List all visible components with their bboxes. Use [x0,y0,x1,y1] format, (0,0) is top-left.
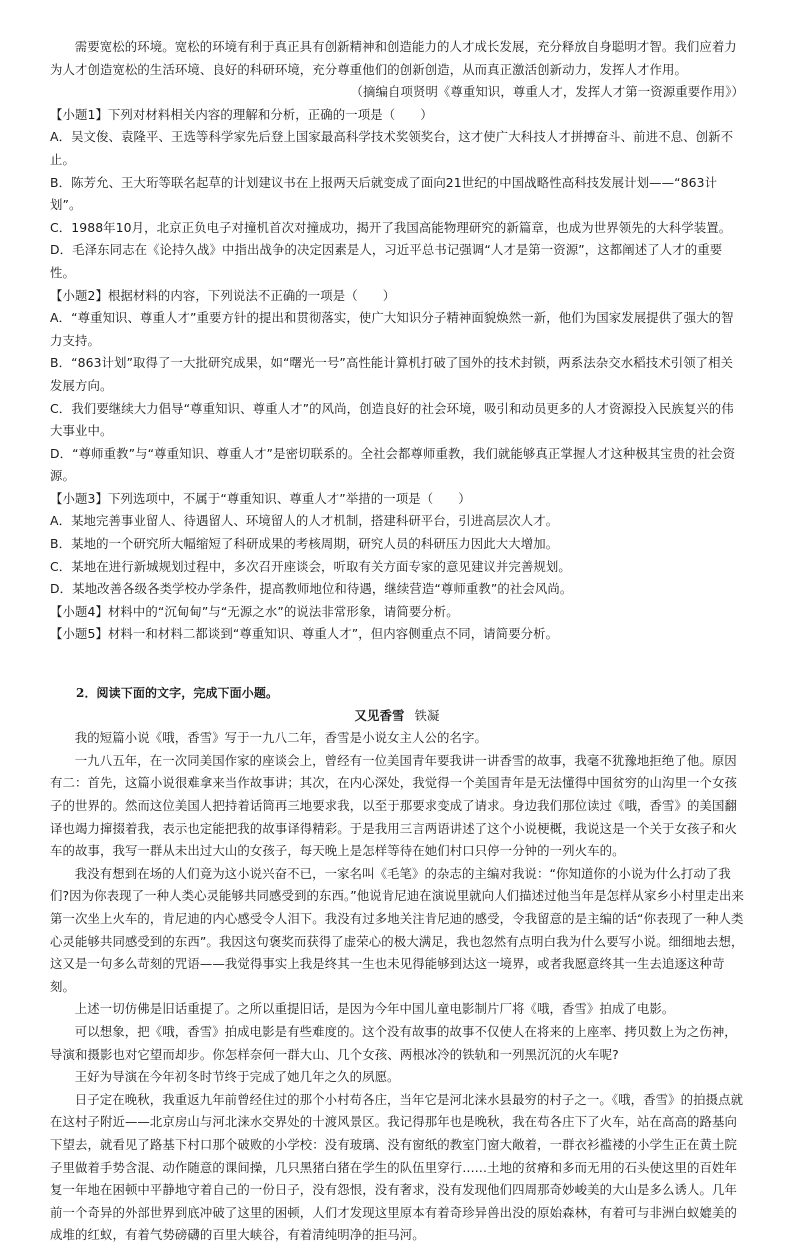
question-stem: 【小题5】材料一和材料二都谈到“尊重知识、尊重人才”，但内容侧重点不同，请简要分析。 [50,626,559,642]
article-title [50,705,744,728]
section-heading: 2．阅读下面的文字，完成下面小题。 [76,686,279,701]
option-a: A．吴文俊、袁隆平、王选等科学家先后登上国家最高科学技术奖领奖台，这才使广大科技人才拼搏奋斗、前进不息、创新不止。 [50,129,734,167]
article-paragraph: 王好为导演在今年初冬时节终于完成了她几年之久的夙愿。 [74,1069,400,1085]
option-d: D．“尊师重教”与“尊重知识、尊重人才”是密切联系的。全社会都尊师重教，我们就能够真正掌握人才这种极其宝贵的社会资源。 [50,445,736,484]
section-2 [50,682,744,1247]
article-paragraph: 一九八五年，在一次同美国作家的座谈会上，曾经有一位美国青年要我讲一讲香雪的故事，我毫不犹豫地拒绝了他。原因有二：首先，这篇小说很难拿来当作故事讲；其次，在内心深处，我觉得一个美国青年是无法懂得中国贫穷的山沟里一个女孩子的世界的。然而这位美国人把持着话筒再三地要求我，以至于那要求变成了请求。身边我们那位读过《哦，香雪》的美国翻译也竭力撺掇着我，表示也定能把我的故事译得精彩。于是我用三言两语讲述了这个小说梗概，我说这是一个关于女孩子和火车的故事，我写一群从未出过大山的女孩子，每天晚上是怎样等待在她们村口只停一分钟的一列火车的。 [50,752,737,859]
article-paragraph: 上述一切仿佛是旧话重提了。之所以重提旧话，是因为今年中国儿童电影制片厂将《哦，香雪》拍成了电影。 [74,1001,675,1017]
option-b: B．某地的一个研究所大幅缩短了科研成果的考核周期，研究人员的科研压力因此大大增加。 [50,536,559,552]
question-stem: 【小题1】下列对材料相关内容的理解和分析，正确的一项是（ ） [50,106,433,122]
option-a: A．“尊重知识、尊重人才”重要方针的提出和贯彻落实，使广大知识分子精神面貌焕然一新，他们为国家发展提供了强大的智力支持。 [50,310,734,348]
article-title-text: 又见香雪 [354,707,405,723]
option-d: D．某地改善各级各类学校办学条件，提高教师地位和待遇，继续营造“尊师重教”的社会风尚。 [50,581,573,597]
option-c: C．1988年10月，北京正负电子对撞机首次对撞成功，揭开了我国高能物理研究的新篇章，也成为世界领先的大科学装置。 [50,219,732,235]
material-paragraph: 需要宽松的环境。宽松的环境有利于真正具有创新精神和创造能力的人才成长发展，充分释放自身聪明才智。我们应着力为人才创造宽松的生活环境、良好的科研环境，充分尊重他们的创新创造，从而真正激活创新动力，发挥人才作用。 [50,39,737,77]
article-paragraph: 我没有想到在场的人们竟为这小说兴奋不已，一家名叫《毛笔》的杂志的主编对我说：“你知道你的小说为什么打动了我们?因为你表现了一种人类心灵能够共同感受到的东西。”他说肯尼迪在演说里就向人们描述过他当年是怎样从家乡小村里走出来第一次坐上火车的，肯尼迪的内心感受令人泪下。我没有过多地关注肯尼迪的感受，令我留意的是主编的话“你表现了一种人类心灵能够共同感受到的东西”。我因这句褒奖而获得了虚荣心的极大满足，我也忽然有点明白我为什么要写小说。细细地去想，这又是一句多么苛刻的咒语——我觉得事实上我是终其一生也未见得能够到达这一境界，或者我愿意终其一生去追逐这种苛刻。 [50,865,744,994]
option-b: B．陈芳允、王大珩等联名起草的计划建议书在上报两天后就变成了面向21世纪的中国战略性高科技发展计划——“863计划”。 [50,174,718,213]
material-tail [50,36,744,81]
section-spacer [50,646,744,682]
question-stem: 【小题2】根据材料的内容，下列说法不正确的一项是（ ） [50,287,396,303]
option-b: B．“863计划”取得了一大批研究成果，如“曙光一号”高性能计算机打破了国外的技术封锁，两系法杂交水稻技术引领了相关发展方向。 [50,355,734,393]
option-a: A．某地完善事业留人、待遇留人、环境留人的人才机制，搭建科研平台，引进高层次人才。 [50,513,559,529]
article-author: 铁凝 [414,707,440,723]
citation: （摘编自项贤明《尊重知识，尊重人才，发挥人才第一资源重要作用》） [350,84,744,100]
question-5 [50,623,744,646]
option-d: D．毛泽东同志在《论持久战》中指出战争的决定因素是人，习近平总书记强调“人才是第一资源”，这都阐述了人才的重要性。 [50,242,723,280]
question-4 [50,601,744,624]
article-paragraph: 可以想象，把《哦，香雪》拍成电影是有些难度的。这个没有故事的故事不仅使人在将来的上座率、拷贝数上为之伤神，导演和摄影也对它望而却步。你怎样奈何一群大山、几个女孩、两根冰冷的铁轨和一列黑沉沉的火车呢? [50,1023,737,1062]
question-3 [50,488,744,601]
article-paragraph: 日子定在晚秋，我重返九年前曾经住过的那个小村苟各庄，当年它是河北涞水县最穷的村子之一。《哦，香雪》的拍摄点就在这村子附近——北京房山与河北涞水交界处的十渡风景区。我记得那年也是晚秋，我在苟各庄下了火车，站在高高的路基向下望去，就看见了路基下村口那个破败的小学校：没有玻璃、没有窗纸的教室门窗大敞着，一群衣衫褴褛的小学生正在黄土院子里做着手势含混、动作随意的课间操，几只黑猪白猪在学生的队伍里穿行……土地的贫瘠和多而无用的石头使这里的百姓年复一年地在困顿中平静地守着自己的一份日子，没有怨恨，没有奢求，没有发现他们四周那奇妙峻美的大山是多么诱人。几年前一个奇异的外部世界到底冲破了这里的困顿，人们才发现这里原本有着奇珍异兽出没的原始森林，有着可与非洲白蚁媲美的成堆的红蚁，有着气势磅礴的百里大峡谷，有着清纯明净的拒马河。 [50,1091,744,1243]
option-c: C．我们要继续大力倡导“尊重知识、尊重人才”的风尚，创造良好的社会环境，吸引和动员更多的人才资源投入民族复兴的伟大事业中。 [50,400,734,439]
question-2 [50,285,744,488]
document-page [50,36,744,1247]
question-stem: 【小题4】材料中的“沉甸甸”与“无源之水”的说法非常形象，请简要分析。 [50,603,459,619]
article-paragraph: 我的短篇小说《哦，香雪》写于一九八二年，香雪是小说女主人公的名字。 [74,730,487,746]
option-c: C．某地在进行新城规划过程中，多次召开座谈会，听取有关方面专家的意见建议并完善规划。 [50,558,571,574]
question-stem: 【小题3】下列选项中，不属于“尊重知识、尊重人才”举措的一项是（ ） [50,490,471,506]
question-1 [50,104,744,285]
